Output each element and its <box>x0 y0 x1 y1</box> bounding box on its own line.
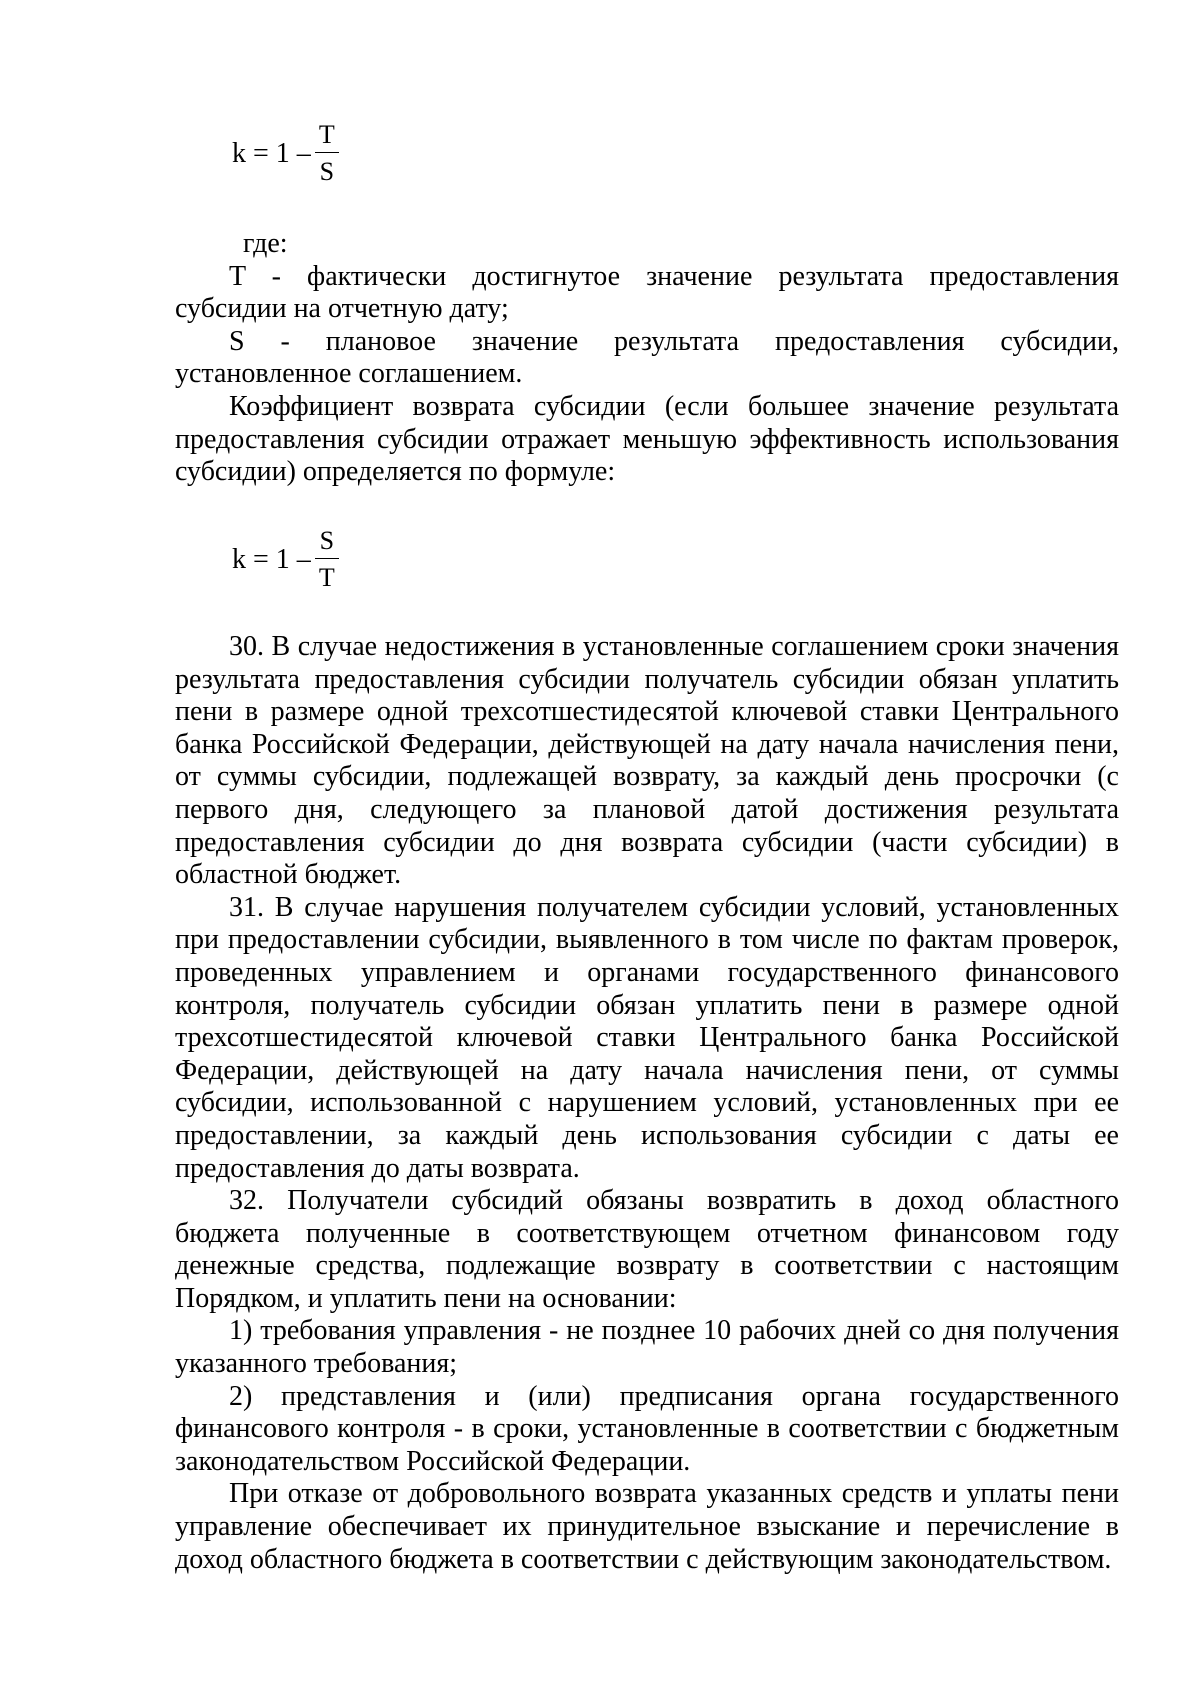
text-line: предоставлении, за каждый день использования субсидии с даты ее <box>175 1119 1119 1151</box>
text-line: предоставления до даты возврата. <box>175 1152 580 1184</box>
text-line: трехсотшестидесятой ключевой ставки Центрального банка Российской <box>175 1022 1119 1054</box>
text-line: результата предоставления субсидии получатель субсидии обязан уплатить <box>175 663 1119 695</box>
text-line: денежные средства, подлежащие возврату в соответствии с настоящим <box>175 1250 1119 1282</box>
text-line: областной бюджет. <box>175 859 402 891</box>
formula-lhs: k = 1 – <box>232 543 311 575</box>
text-line: Порядком, и уплатить пени на основании: <box>175 1282 677 1314</box>
fraction-numerator: S <box>319 526 335 555</box>
text-line: банка Российской Федерации, действующей на дату начала начисления пени, <box>175 728 1119 760</box>
text-line: установленное соглашением. <box>175 358 523 390</box>
text-line: T - фактически достигнутое значение результата предоставления <box>229 260 1119 292</box>
text-line: 32. Получатели субсидий обязаны возвратить в доход областного <box>229 1185 1119 1217</box>
definitions-block <box>175 228 1119 489</box>
fraction-denominator: S <box>319 157 335 186</box>
text-line: законодательством Российской Федерации. <box>175 1445 691 1477</box>
fraction <box>315 528 339 591</box>
text-line: бюджета полученные в соответствующем отчетном финансовом году <box>175 1217 1119 1249</box>
text-line: первого дня, следующего за плановой датой достижения результата <box>175 793 1119 825</box>
formula-k-t-over-s <box>232 122 339 185</box>
text-line: 1) требования управления - не позднее 10 рабочих дней со дня получения <box>229 1315 1119 1347</box>
text-line: субсидии на отчетную дату; <box>175 293 509 325</box>
text-line: доход областного бюджета в соответствии с действующим законодательством. <box>175 1543 1112 1575</box>
text-line: Федерации, действующей на дату начала начисления пени, от суммы <box>175 1054 1119 1086</box>
text-line: 2) представления и (или) предписания органа государственного <box>229 1380 1119 1412</box>
text-line: от суммы субсидии, подлежащей возврату, за каждый день просрочки (с <box>175 761 1119 793</box>
formula-lhs: k = 1 – <box>232 137 311 169</box>
text-line: S - плановое значение результата предоставления субсидии, <box>229 325 1119 357</box>
text-line: 31. В случае нарушения получателем субсидии условий, установленных <box>229 891 1119 923</box>
text-line: субсидии, использованной с нарушением условий, установленных при ее <box>175 1087 1119 1119</box>
text-line: финансового контроля - в сроки, установленные в соответствии с бюджетным <box>175 1413 1119 1445</box>
text-line: проведенных управлением и органами государственного финансового <box>175 956 1119 988</box>
text-line: пени в размере одной трехсотшестидесятой ключевой ставки Центрального <box>175 696 1119 728</box>
fraction <box>315 122 339 185</box>
formula-k-s-over-t <box>232 528 339 591</box>
fraction-numerator: T <box>318 120 335 149</box>
text-line: управление обеспечивает их принудительное взыскание и перечисление в <box>175 1511 1119 1543</box>
text-line: 30. В случае недостижения в установленные соглашением сроки значения <box>229 631 1119 662</box>
text-line: предоставления субсидии отражает меньшую эффективность использования <box>175 423 1119 455</box>
text-line: субсидии) определяется по формуле: <box>175 456 616 488</box>
text-line: Коэффициент возврата субсидии (если большее значение результата <box>229 390 1119 422</box>
text-line: контроля, получатель субсидии обязан уплатить пени в размере одной <box>175 989 1119 1021</box>
main-text-block <box>175 631 1119 1576</box>
text-line: где: <box>243 228 288 259</box>
text-line: указанного требования; <box>175 1348 458 1380</box>
text-line: при предоставлении субсидии, выявленного в том числе по фактам проверок, <box>175 924 1119 956</box>
text-line: При отказе от добровольного возврата указанных средств и уплаты пени <box>229 1478 1119 1510</box>
text-line: предоставления субсидии до дня возврата субсидии (части субсидии) в <box>175 826 1119 858</box>
fraction-denominator: T <box>318 563 335 592</box>
